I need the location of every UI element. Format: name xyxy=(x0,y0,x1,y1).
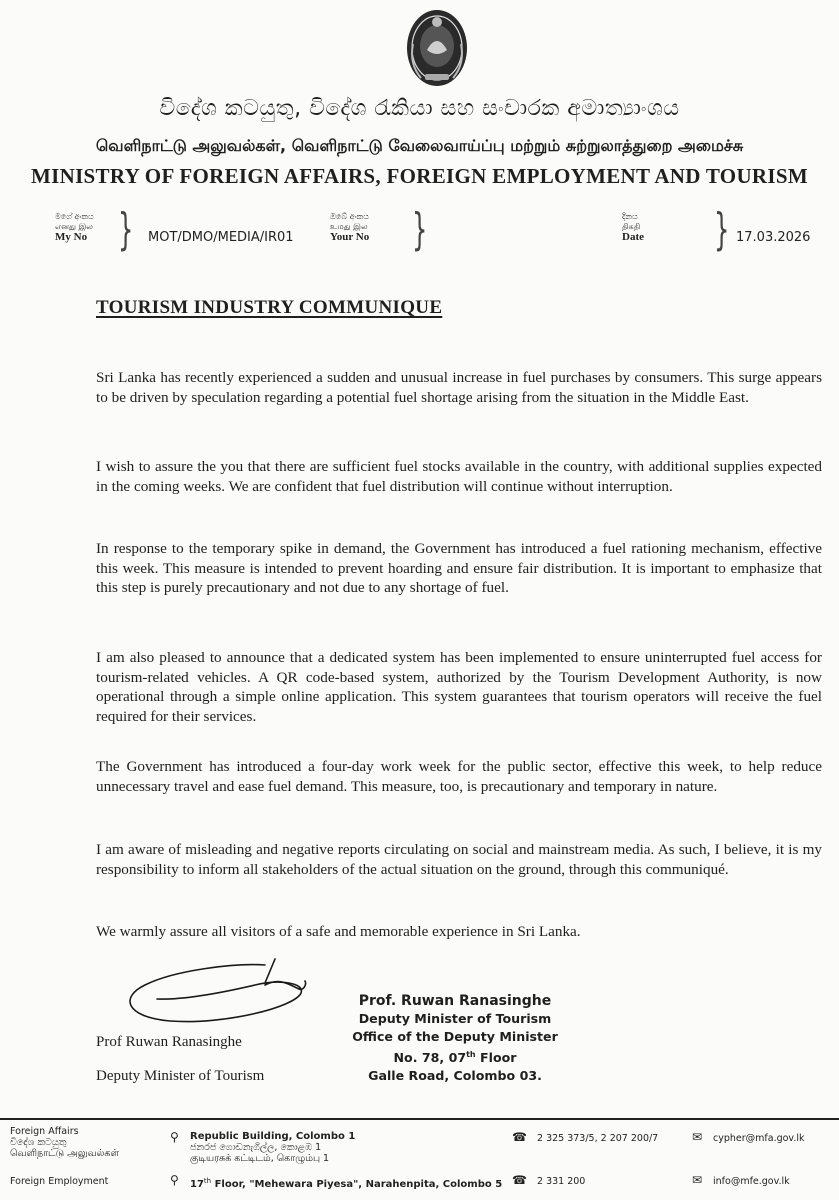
signature-icon xyxy=(115,955,315,1035)
footer-divider xyxy=(0,1118,839,1120)
paragraph: The Government has introduced a four-day work week for the public sector, effective this week, to help reduce unnecessary travel and ease fuel demand. This measure, too, is precautionary and temporary in nature. xyxy=(96,758,822,795)
my-no-value: MOT/DMO/MEDIA/IR01 xyxy=(148,230,294,245)
stamp-address-1: No. 78, 07th Floor xyxy=(393,1050,517,1066)
phone-icon: ☎ xyxy=(512,1173,527,1187)
paragraph: In response to the temporary spike in demand, the Government has introduced a fuel rationing mechanism, effective this week. This measure is intended to prevent hoarding and ensure fair distribution. It is important to emphasize that this step is purely precautionary and not due to any shortage of fuel. xyxy=(96,540,822,596)
ministry-name-sinhala: විදේශ කටයුතු, විදේශ රැකියා සහ සංචාරක අමාත්‍යාංශය xyxy=(159,96,680,121)
your-no-label: ඔබේ අංකය உமது இல Your No xyxy=(330,212,370,243)
stamp-address-2: Galle Road, Colombo 03. xyxy=(368,1068,542,1084)
ministry-name-english: MINISTRY OF FOREIGN AFFAIRS, FOREIGN EMPLOYMENT AND TOURISM xyxy=(31,164,808,188)
footer-phone-foreign-employment: 2 331 200 xyxy=(537,1176,586,1187)
phone-icon: ☎ xyxy=(512,1130,527,1144)
footer-address-foreign-employment: 17th Floor, "Mehewara Piyesa", Narahenpita, Colombo 5 xyxy=(190,1177,503,1191)
my-no-label: මගේ අංකය எனது இல My No xyxy=(55,212,94,243)
footer-dept-foreign-affairs: Foreign Affairs විදේශ කටයුතු வெளிநாட்டு அலுவல்கள் xyxy=(10,1126,120,1159)
location-pin-icon: ⚲ xyxy=(170,1130,179,1144)
email-icon: ✉ xyxy=(692,1130,703,1144)
brace-icon: } xyxy=(714,204,730,255)
date-value: 17.03.2026 xyxy=(736,230,811,245)
email-icon: ✉ xyxy=(692,1173,703,1187)
communique-title: TOURISM INDUSTRY COMMUNIQUE xyxy=(96,297,443,318)
brace-icon: } xyxy=(118,204,134,255)
footer-email-foreign-affairs[interactable]: cypher@mfa.gov.lk xyxy=(713,1133,805,1144)
date-label: දිනය திகதி Date xyxy=(622,212,644,243)
location-pin-icon: ⚲ xyxy=(170,1173,179,1187)
footer-phone-foreign-affairs: 2 325 373/5, 2 207 200/7 xyxy=(537,1133,659,1144)
emblem-icon xyxy=(397,4,477,90)
stamp-title: Deputy Minister of Tourism xyxy=(358,1011,552,1026)
signatory-name: Prof Ruwan Ranasinghe xyxy=(96,1034,242,1050)
footer-address-foreign-affairs: Republic Building, Colombo 1 ජනරජ ගොඩනැගිල්ල, කොළඹ 1 குடியரசுக் கட்டிடம், கொழும்பு 1 xyxy=(190,1131,356,1164)
footer-dept-foreign-employment: Foreign Employment xyxy=(10,1176,109,1187)
signatory-title: Deputy Minister of Tourism xyxy=(96,1068,265,1084)
official-stamp-block xyxy=(320,992,590,1085)
paragraph: I am aware of misleading and negative reports circulating on social and mainstream media. As such, I believe, it is my responsibility to inform all stakeholders of the actual situation on the ground, through this communiqué. xyxy=(96,841,822,878)
stamp-name: Prof. Ruwan Ranasinghe xyxy=(358,993,552,1009)
paragraph: I wish to assure the you that there are sufficient fuel stocks available in the country, with additional supplies expected in the coming weeks. We are confident that fuel distribution will continue without interruption. xyxy=(96,458,822,495)
ministry-name-tamil: வெளிநாட்டு அலுவல்கள், வெளிநாட்டு வேலைவாய்ப்பு மற்றும் சுற்றுலாத்துறை அமைச்சு xyxy=(95,136,744,155)
footer-email-foreign-employment[interactable]: info@mfe.gov.lk xyxy=(713,1176,790,1187)
paragraph: Sri Lanka has recently experienced a sudden and unusual increase in fuel purchases by consumers. This surge appears to be driven by speculation regarding a potential fuel shortage arising from the situation in the Middle East. xyxy=(96,369,822,406)
stamp-office: Office of the Deputy Minister xyxy=(352,1029,558,1044)
paragraph: We warmly assure all visitors of a safe and memorable experience in Sri Lanka. xyxy=(96,923,581,940)
paragraph: I am also pleased to announce that a dedicated system has been implemented to ensure uninterrupted fuel access for tourism-related vehicles. A QR code-based system, authorized by the Tourism Development Authority, is now operational through a simple online application. This system guarantees that tourism operators will receive the fuel required for their services. xyxy=(96,649,822,725)
brace-icon: } xyxy=(412,204,428,255)
